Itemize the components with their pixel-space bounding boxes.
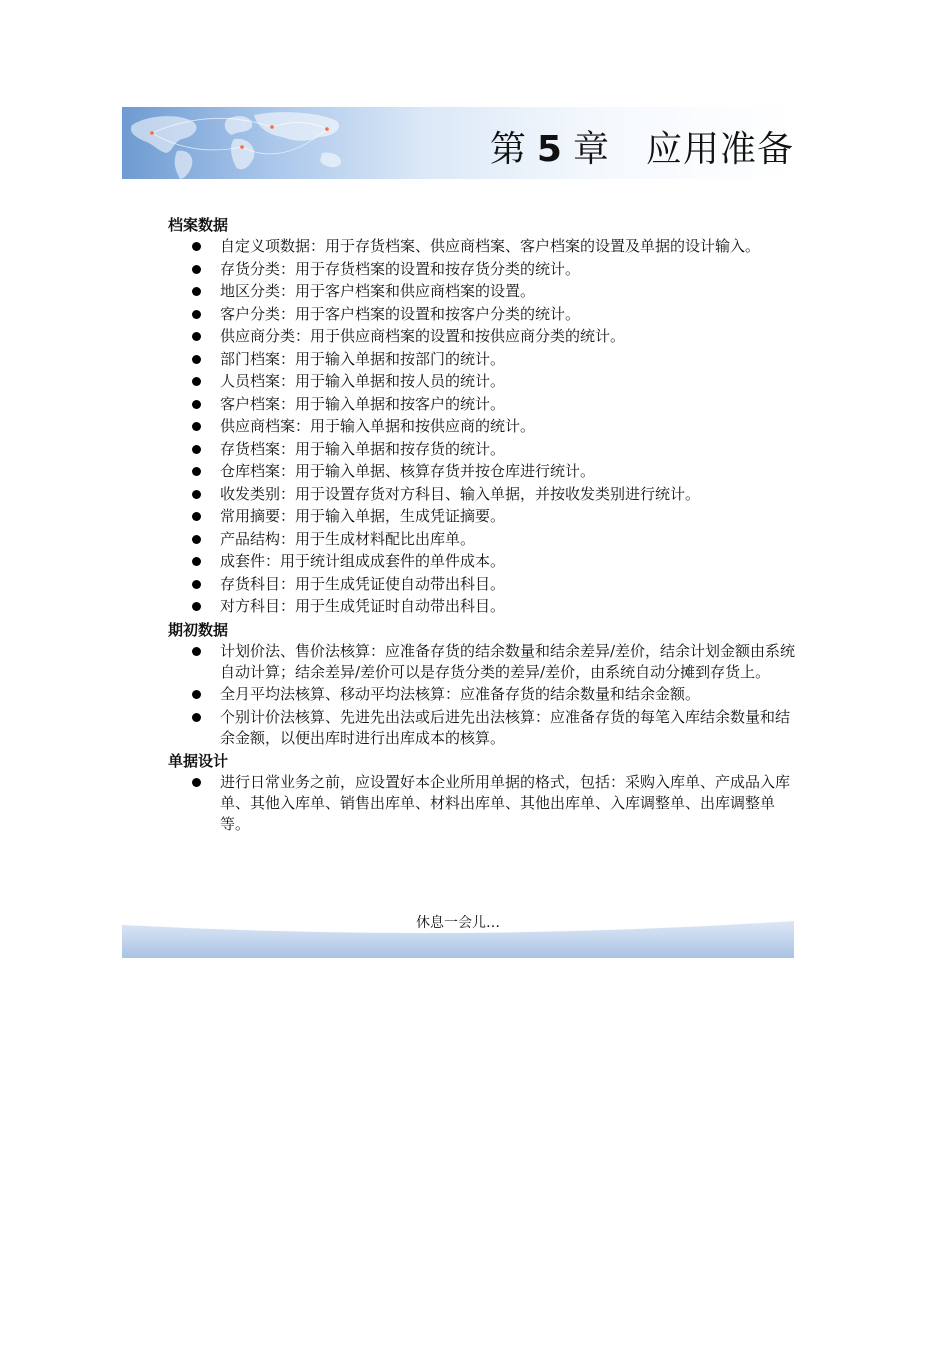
bullet-icon [192,557,201,566]
bullet-icon [192,467,201,476]
list-item: 地区分类：用于客户档案和供应商档案的设置。 [168,281,798,302]
list-item: 对方科目：用于生成凭证时自动带出科目。 [168,596,798,617]
section-document-design [168,750,798,835]
bullet-icon [192,778,201,787]
list-item: 客户档案：用于输入单据和按客户的统计。 [168,394,798,415]
bullet-icon [192,265,201,274]
bullet-icon [192,512,201,521]
list-item: 存货档案：用于输入单据和按存货的统计。 [168,439,798,460]
list-item: 部门档案：用于输入单据和按部门的统计。 [168,349,798,370]
list-item: 存货分类：用于存货档案的设置和按存货分类的统计。 [168,259,798,280]
list-item: 个别计价法核算、先进先出法或后进先出法核算：应准备存货的每笔入库结余数量和结余金额，以便出库时进行出库成本的核算。 [168,707,798,749]
bullet-icon [192,242,201,251]
section-title: 档案数据 [168,216,229,234]
footer-banner [122,912,794,958]
section-title: 单据设计 [168,752,229,770]
section-archive-data [168,214,798,617]
bullet-icon [192,490,201,499]
bullet-list [168,641,798,749]
list-item: 客户分类：用于客户档案的设置和按客户分类的统计。 [168,304,798,325]
list-item: 全月平均法核算、移动平均法核算：应准备存货的结余数量和结余金额。 [168,684,798,705]
world-map-icon [122,107,422,179]
list-item: 自定义项数据：用于存货档案、供应商档案、客户档案的设置及单据的设计输入。 [168,236,798,257]
chapter-title [490,121,794,172]
bullet-icon [192,310,201,319]
list-item: 收发类别：用于设置存货对方科目、输入单据，并按收发类别进行统计。 [168,484,798,505]
list-item: 常用摘要：用于输入单据，生成凭证摘要。 [168,506,798,527]
list-item: 计划价法、售价法核算：应准备存货的结余数量和结余差异/差价，结余计划金额由系统自动计算；结余差异/差价可以是存货分类的差异/差价，由系统自动分摊到存货上。 [168,641,798,683]
list-item: 进行日常业务之前，应设置好本企业所用单据的格式，包括：采购入库单、产成品入库单、其他入库单、销售出库单、材料出库单、其他出库单、入库调整单、出库调整单等。 [168,772,798,835]
section-title: 期初数据 [168,620,229,639]
bullet-icon [192,445,201,454]
chapter-number: 5 [536,129,563,170]
list-item: 仓库档案：用于输入单据、核算存货并按仓库进行统计。 [168,461,798,482]
list-item: 存货科目：用于生成凭证使自动带出科目。 [168,574,798,595]
document-body [168,214,798,837]
list-item: 人员档案：用于输入单据和按人员的统计。 [168,371,798,392]
bullet-icon [192,535,201,544]
chapter-name: 应用准备 [645,129,794,170]
bullet-icon [192,690,201,699]
bullet-icon [192,602,201,611]
chapter-suffix: 章 [572,129,610,170]
bullet-icon [192,647,201,656]
bullet-icon [192,287,201,296]
bullet-list [168,772,798,835]
list-item: 产品结构：用于生成材料配比出库单。 [168,529,798,550]
bullet-icon [192,332,201,341]
footer-text: 休息一会儿… [416,915,500,931]
bullet-icon [192,400,201,409]
list-item: 成套件：用于统计组成成套件的单件成本。 [168,551,798,572]
list-item: 供应商档案：用于输入单据和按供应商的统计。 [168,416,798,437]
chapter-header-banner [122,107,794,179]
chapter-prefix: 第 [489,129,527,170]
bullet-icon [192,713,201,722]
bullet-list [168,236,798,617]
list-item: 供应商分类：用于供应商档案的设置和按供应商分类的统计。 [168,326,798,347]
bullet-icon [192,377,201,386]
section-opening-data [168,619,798,749]
bullet-icon [192,580,201,589]
bullet-icon [192,355,201,364]
bullet-icon [192,422,201,431]
